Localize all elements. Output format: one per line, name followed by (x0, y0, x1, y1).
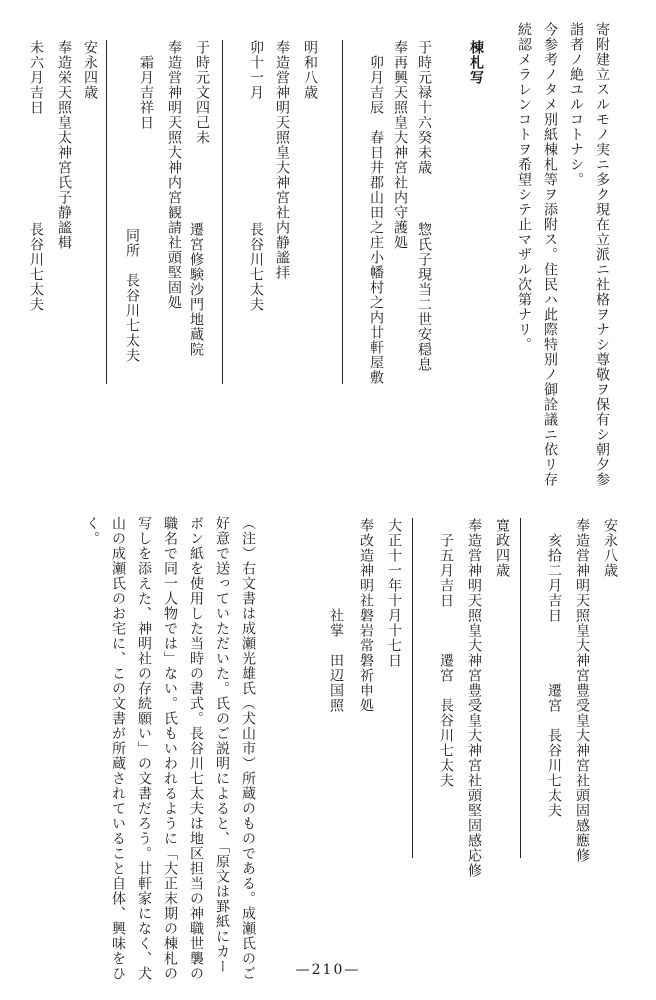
upper-record-1-era: 于時元禄十六癸未歳 (416, 40, 432, 175)
separator-5 (412, 518, 413, 858)
upper-record-4: 明和八歳 (302, 40, 318, 100)
separator-3 (106, 40, 107, 384)
upper-record-10: 安永四歳 (82, 40, 98, 100)
upper-record-7-era: 于時元文四己未 (194, 40, 210, 145)
lower-record-4: 寛政四歳 (494, 518, 510, 578)
separator-2 (222, 40, 223, 384)
lower-record-3: 亥拾二月吉日 遷宮 長谷川七太夫 (546, 518, 562, 818)
upper-record-2: 奉再興天照皇大神宮社内守護処 (392, 40, 408, 250)
separator-4 (520, 518, 521, 858)
upper-record-6-era: 卯十一月 (248, 40, 264, 100)
note-line-7: く。 (84, 516, 100, 546)
upper-record-3: 卯月吉辰 春日井郡山田之庄小幡村之内廿軒屋敷 (368, 40, 384, 385)
upper-record-7-extra: 遷宮修験沙門地蔵院 (188, 222, 204, 357)
upper-record-5: 奉造営神明天照皇大神宮社内静謐拝 (274, 40, 290, 280)
munafuda-title: 棟札写 (468, 40, 484, 85)
upper-record-12-extra: 長谷川七太夫 (28, 222, 44, 312)
intro-line-3: 今参考ノタメ別紙棟札等ヲ添附ス。住民ハ此際特別ノ御詮議ニ依リ存 (542, 22, 558, 487)
separator-1 (342, 40, 343, 384)
upper-record-11: 奉造栄天照皇太神宮氏子静謐楫 (56, 40, 72, 250)
note-line-5: 写しを添えた、神明社の存続願い」の文書だろう。廿軒家になく、犬 (136, 516, 152, 981)
intro-line-1: 寄附建立スルモノ実ニ多ク現在立派ニ社格ヲナシ尊敬ヲ保有シ朝夕参 (594, 22, 610, 487)
upper-record-12-era: 未六月吉日 (28, 40, 44, 115)
note-line-4: 職名で同一人物では」ない。氏もいわれるように「大正末期の棟札の (162, 516, 178, 981)
note-line-3: ボン紙を使用した当時の書式。長谷川七太夫は地区担当の神職世襲の (188, 516, 204, 981)
lower-record-7: 大正十一年十月十七日 (386, 518, 402, 668)
lower-record-9: 社掌 田辺国照 (328, 518, 344, 713)
lower-record-2: 奉造営神明天照皇大神宮豊受皇大神宮社頭固感應修 (574, 518, 590, 863)
upper-record-9-era: 霜月吉祥日 (138, 40, 154, 130)
note-line-6: 山の成瀬氏のお宅に、この文書が所蔵されていること自体、興味をひ (110, 516, 126, 981)
page-number: —210— (295, 962, 361, 978)
lower-record-8: 奉改造神明社磐岩常磐祈申処 (358, 518, 374, 713)
note-line-2: 好意で送っていただいた。氏のご説明によると、「原文は罫紙にカー (214, 516, 230, 974)
lower-record-1: 安永八歳 (602, 518, 618, 578)
upper-record-1-extra: 惣氏子現当二世安穏息 (416, 222, 432, 372)
lower-record-5: 奉造営神明天照皇大神宮豊受皇大神宮社頭堅固感応修 (466, 518, 482, 878)
upper-record-9-extra: 同所 長谷川七太夫 (124, 228, 140, 363)
upper-record-6-extra: 長谷川七太夫 (248, 222, 264, 312)
intro-line-2: 詣者ノ絶ユルコトナシ。 (568, 22, 584, 187)
upper-record-8: 奉造営神明天照大神内宮観請社頭堅固処 (166, 40, 182, 310)
intro-line-4: 続認メラレンコトヲ希望シテ止マザル次第ナリ。 (516, 22, 532, 352)
lower-record-6: 子五月吉日 遷宮 長谷川七太夫 (438, 518, 454, 788)
note-line-1: （注）右文書は成瀬光雄氏（犬山市）所蔵のものである。成瀬氏のご (240, 516, 256, 981)
